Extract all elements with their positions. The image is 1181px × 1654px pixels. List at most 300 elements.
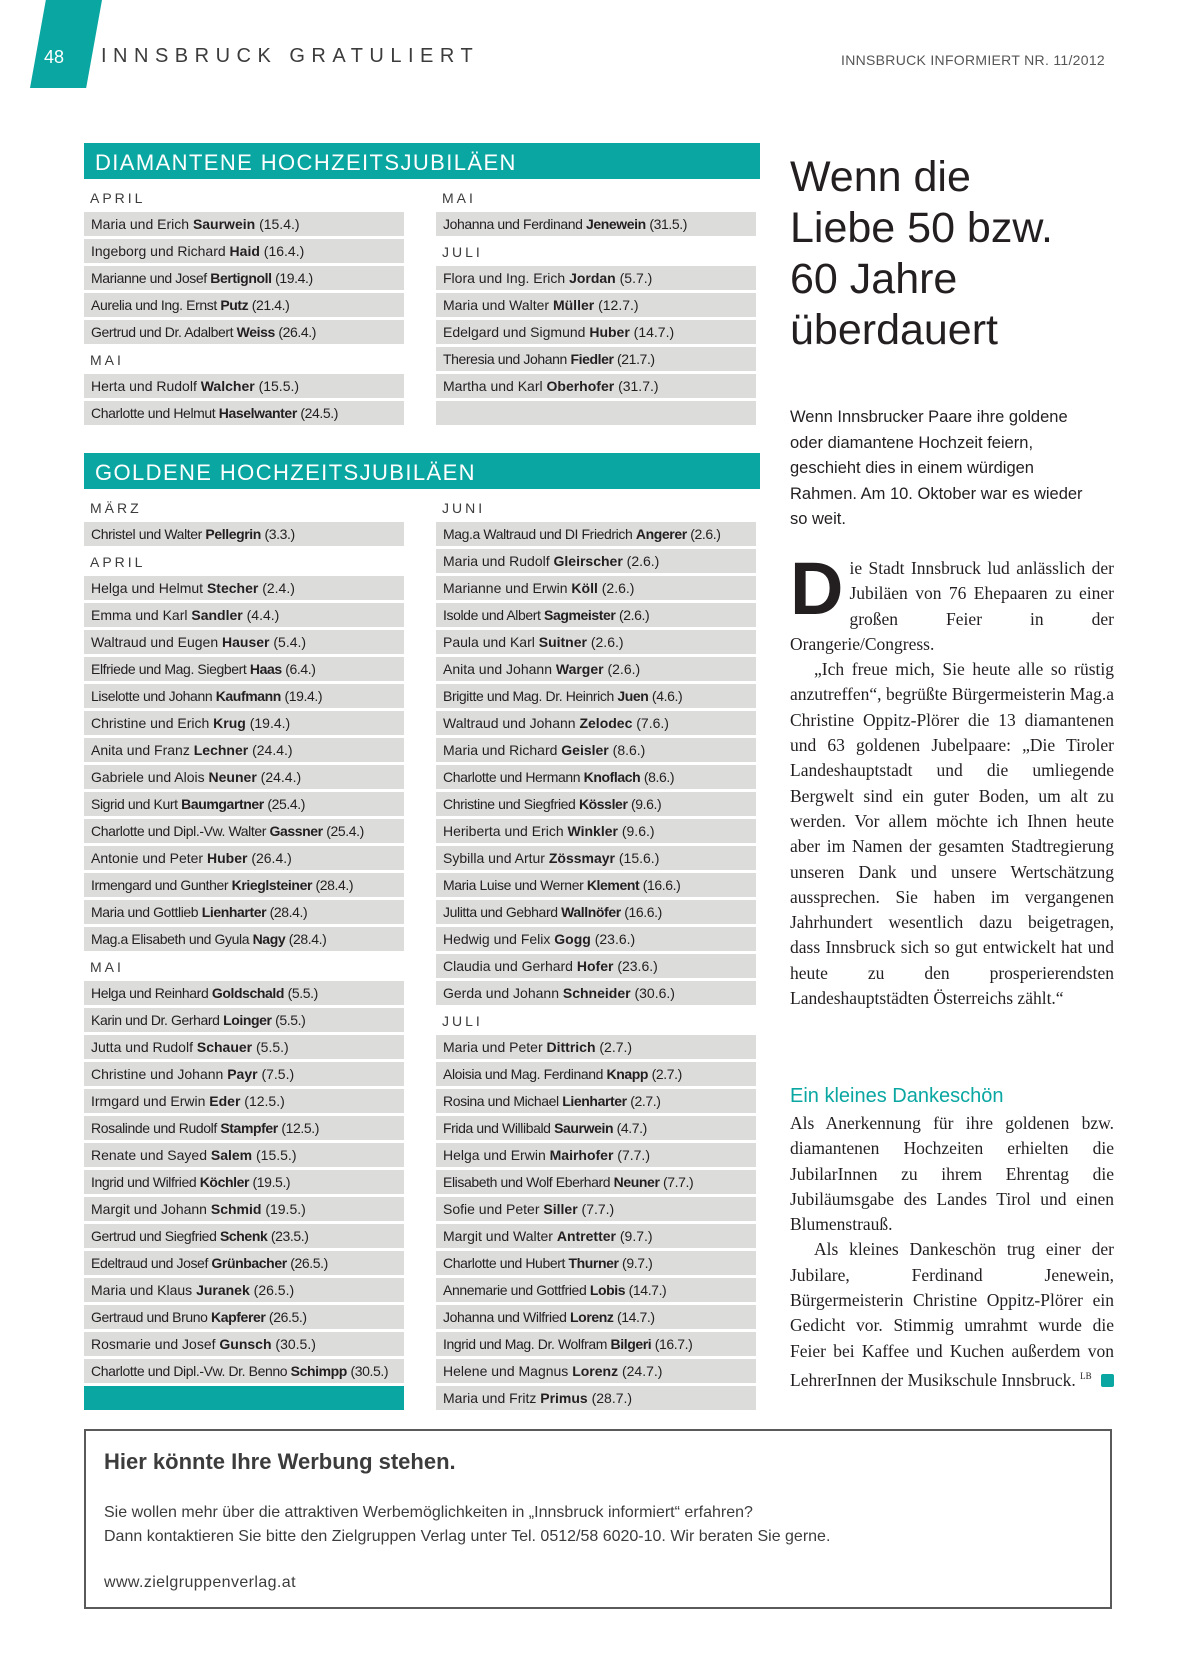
couple-names: Maria und Gottlieb bbox=[91, 904, 202, 920]
anniversary-date: (12.5.) bbox=[277, 1120, 319, 1136]
couple-surname: Kaufmann bbox=[215, 688, 281, 704]
anniversary-date: (6.4.) bbox=[281, 661, 316, 677]
anniversary-date: (26.4.) bbox=[247, 850, 292, 866]
couple-surname: Weiss bbox=[236, 324, 275, 340]
anniversary-date: (26.4.) bbox=[274, 324, 317, 340]
couple-names: Marianne und Josef bbox=[91, 270, 211, 286]
anniversary-date: (24.4.) bbox=[248, 742, 293, 758]
couple-surname: Jenewein bbox=[586, 216, 646, 232]
couple-row bbox=[436, 576, 756, 600]
gold-left-column bbox=[84, 495, 404, 1413]
couple-row bbox=[84, 630, 404, 654]
couple-surname: Müller bbox=[552, 297, 595, 313]
article-subhead: Ein kleines Dankeschön bbox=[790, 1085, 1004, 1107]
anniversary-date: (5.5.) bbox=[271, 1012, 306, 1028]
article-body-1 bbox=[790, 547, 1114, 1011]
couple-names: Waltraud und Johann bbox=[443, 715, 580, 731]
anniversary-date: (8.6.) bbox=[608, 742, 646, 758]
couple-row bbox=[84, 1035, 404, 1059]
anniversary-date: (25.4.) bbox=[263, 796, 305, 812]
couple-row bbox=[84, 1008, 404, 1032]
anniversary-date: (30.5.) bbox=[271, 1336, 316, 1352]
month-heading: MÄRZ bbox=[90, 500, 142, 516]
paragraph-3: Als Anerkennung für ihre goldenen bzw. diamantenen Hochzeiten erhielten die JubilarInnen zu ihrem Ehrentag die Jubiläumsgabe des Landes Tirol und einen Blumenstrauß. bbox=[790, 1113, 1114, 1235]
couple-names: Martha und Karl bbox=[443, 378, 547, 394]
couple-row bbox=[84, 738, 404, 762]
couple-row bbox=[84, 684, 404, 708]
column-end-bar bbox=[84, 1386, 404, 1410]
issue-label: INNSBRUCK INFORMIERT NR. 11/2012 bbox=[841, 52, 1105, 68]
couple-row bbox=[436, 320, 756, 344]
couple-surname: Grünbacher bbox=[211, 1255, 287, 1271]
anniversary-date: (16.6.) bbox=[639, 877, 681, 893]
couple-row bbox=[436, 738, 756, 762]
month-heading: JUNI bbox=[442, 500, 486, 516]
couple-row bbox=[436, 1386, 756, 1410]
couple-surname: Goldschald bbox=[211, 985, 285, 1001]
anniversary-date: (4.6.) bbox=[648, 688, 683, 704]
couple-names: Sybilla und Artur bbox=[443, 850, 549, 866]
couple-names: Ingrid und Mag. Dr. Wolfram bbox=[443, 1336, 611, 1352]
couple-surname: Jordan bbox=[569, 270, 616, 286]
anniversary-date: (2.6.) bbox=[615, 607, 650, 623]
anniversary-date: (2.4.) bbox=[258, 580, 295, 596]
couple-surname: Sagmeister bbox=[544, 607, 616, 623]
couple-surname: Winkler bbox=[567, 823, 618, 839]
paragraph-1: ie Stadt Innsbruck lud anlässlich der Jubiläen von 76 Ehepaaren zu einer großen Feier in der Orangerie/Congress. bbox=[790, 558, 1114, 654]
couple-names: Claudia und Gerhard bbox=[443, 958, 577, 974]
anniversary-date: (23.6.) bbox=[613, 958, 658, 974]
couple-row bbox=[436, 1251, 756, 1275]
couple-row bbox=[436, 765, 756, 789]
couple-row bbox=[84, 1224, 404, 1248]
couple-row bbox=[436, 981, 756, 1005]
month-heading: JULI bbox=[442, 1013, 483, 1029]
couple-row bbox=[436, 374, 756, 398]
couple-surname: Putz bbox=[220, 297, 249, 313]
anniversary-date: (7.7.) bbox=[577, 1201, 615, 1217]
anniversary-date: (24.4.) bbox=[256, 769, 302, 785]
couple-row bbox=[84, 266, 404, 290]
couple-names: Karin und Dr. Gerhard bbox=[91, 1012, 224, 1028]
anniversary-date: (7.6.) bbox=[632, 715, 669, 731]
couple-surname: Lienharter bbox=[562, 1093, 627, 1109]
headline-line-2: Liebe 50 bzw. bbox=[790, 204, 1053, 252]
couple-row bbox=[436, 1143, 756, 1167]
anniversary-date: (4.4.) bbox=[242, 607, 280, 623]
headline-line-4: überdauert bbox=[790, 306, 998, 354]
couple-names: Marianne und Erwin bbox=[443, 580, 572, 596]
couple-row bbox=[84, 873, 404, 897]
paragraph-4: Als kleines Dankeschön trug einer der Jubilare, Ferdinand Jenewein, Bürgermeisterin Christine Oppitz-Plörer ein Gedicht vor. Stimmig umrahmt wurde die Feier bei Kaffee und Kuchen außerdem von LehrerInnen der Musikschule Innsbruck. bbox=[790, 1239, 1114, 1390]
couple-surname: Huber bbox=[589, 324, 630, 340]
couple-row bbox=[84, 1116, 404, 1140]
anniversary-date: (24.5.) bbox=[296, 405, 339, 421]
anniversary-date: (19.4.) bbox=[271, 270, 313, 286]
couple-names: Charlotte und Dipl.-Vw. Dr. Benno bbox=[91, 1363, 291, 1379]
ad-url-link[interactable]: www.zielgruppenverlag.at bbox=[104, 1574, 296, 1591]
couple-surname: Primus bbox=[540, 1390, 588, 1406]
anniversary-date: (9.7.) bbox=[618, 1255, 653, 1271]
couple-surname: Schenk bbox=[219, 1228, 268, 1244]
couple-surname: Kössler bbox=[578, 796, 628, 812]
couple-row bbox=[436, 819, 756, 843]
couple-row bbox=[436, 873, 756, 897]
couple-surname: Antretter bbox=[556, 1228, 616, 1244]
couple-row bbox=[436, 549, 756, 573]
anniversary-date: (2.6.) bbox=[686, 526, 721, 542]
anniversary-date: (31.5.) bbox=[645, 216, 687, 232]
couple-row bbox=[84, 576, 404, 600]
gold-right-column bbox=[436, 495, 756, 1413]
couple-names: Theresia und Johann bbox=[443, 351, 571, 367]
couple-row bbox=[84, 927, 404, 951]
couple-surname: Nagy bbox=[252, 931, 286, 947]
article-end-mark bbox=[1101, 1374, 1114, 1387]
couple-names: Christine und Siegfried bbox=[443, 796, 579, 812]
couple-surname: Hofer bbox=[576, 958, 614, 974]
couple-names: Helene und Magnus bbox=[443, 1363, 573, 1379]
couple-surname: Zössmayr bbox=[548, 850, 615, 866]
couple-row bbox=[436, 603, 756, 627]
couple-names: Anita und Franz bbox=[91, 742, 194, 758]
couple-row bbox=[84, 239, 404, 263]
couple-names: Ingrid und Wilfried bbox=[91, 1174, 200, 1190]
couple-names: Renate und Sayed bbox=[91, 1147, 211, 1163]
section-title: INNSBRUCK GRATULIERT bbox=[101, 45, 480, 67]
anniversary-date: (23.5.) bbox=[267, 1228, 309, 1244]
couple-names: Maria und Richard bbox=[443, 742, 562, 758]
headline-line-3: 60 Jahre bbox=[790, 255, 958, 303]
couple-names: Helga und Helmut bbox=[91, 580, 207, 596]
couple-row bbox=[84, 212, 404, 236]
couple-names: Flora und Ing. Erich bbox=[443, 270, 570, 286]
couple-row bbox=[436, 630, 756, 654]
anniversary-date: (24.7.) bbox=[618, 1363, 663, 1379]
couple-names: Maria und Fritz bbox=[443, 1390, 541, 1406]
anniversary-date: (23.6.) bbox=[590, 931, 636, 947]
couple-surname: Haas bbox=[249, 661, 282, 677]
anniversary-date: (26.5.) bbox=[249, 1282, 295, 1298]
couple-row bbox=[84, 1143, 404, 1167]
anniversary-date: (7.7.) bbox=[659, 1174, 694, 1190]
couple-surname: Mairhofer bbox=[549, 1147, 614, 1163]
couple-names: Gertraud und Bruno bbox=[91, 1309, 212, 1325]
couple-names: Edelgard und Sigmund bbox=[443, 324, 590, 340]
month-heading: APRIL bbox=[90, 190, 146, 206]
couple-names: Charlotte und Hubert bbox=[443, 1255, 569, 1271]
anniversary-date: (15.4.) bbox=[255, 216, 300, 232]
anniversary-date: (12.5.) bbox=[240, 1093, 285, 1109]
couple-row bbox=[436, 1089, 756, 1113]
couple-row bbox=[84, 792, 404, 816]
couple-row bbox=[436, 522, 756, 546]
couple-row bbox=[436, 954, 756, 978]
couple-names: Gerda und Johann bbox=[443, 985, 563, 1001]
couple-surname: Baumgartner bbox=[181, 796, 264, 812]
couple-surname: Gogg bbox=[554, 931, 591, 947]
anniversary-date: (16.7.) bbox=[651, 1336, 693, 1352]
couple-row bbox=[84, 1251, 404, 1275]
couple-names: Heriberta und Erich bbox=[443, 823, 568, 839]
anniversary-date: (16.6.) bbox=[620, 904, 662, 920]
couple-names: Maria Luise und Werner bbox=[443, 877, 587, 893]
couple-names: Elfriede und Mag. Siegbert bbox=[91, 661, 250, 677]
couple-surname: Wallnöfer bbox=[561, 904, 621, 920]
couple-row bbox=[436, 293, 756, 317]
couple-names: Maria und Peter bbox=[443, 1039, 547, 1055]
couple-row bbox=[84, 981, 404, 1005]
couple-row bbox=[84, 657, 404, 681]
couple-row bbox=[84, 1305, 404, 1329]
anniversary-date: (25.4.) bbox=[322, 823, 364, 839]
couple-surname: Lobis bbox=[589, 1282, 626, 1298]
couple-row bbox=[436, 927, 756, 951]
anniversary-date: (15.5.) bbox=[254, 378, 300, 394]
couple-names: Aloisia und Mag. Ferdinand bbox=[443, 1066, 607, 1082]
couple-surname: Haid bbox=[229, 243, 260, 259]
couple-names: Helga und Erwin bbox=[443, 1147, 550, 1163]
couple-names: Charlotte und Helmut bbox=[91, 405, 219, 421]
couple-surname: Neuner bbox=[208, 769, 257, 785]
couple-row bbox=[436, 1197, 756, 1221]
couple-row bbox=[436, 347, 756, 371]
couple-row bbox=[84, 846, 404, 870]
couple-row bbox=[84, 765, 404, 789]
couple-surname: Pellegrin bbox=[205, 526, 261, 542]
anniversary-date: (19.5.) bbox=[261, 1201, 306, 1217]
couple-surname: Bilgeri bbox=[610, 1336, 652, 1352]
couple-row bbox=[436, 657, 756, 681]
couple-surname: Köchler bbox=[199, 1174, 250, 1190]
anniversary-date: (2.7.) bbox=[595, 1039, 633, 1055]
anniversary-date: (2.6.) bbox=[586, 634, 624, 650]
couple-surname: Haselwanter bbox=[218, 405, 297, 421]
anniversary-date: (2.6.) bbox=[603, 661, 641, 677]
month-heading: JULI bbox=[442, 244, 483, 260]
anniversary-date: (2.7.) bbox=[648, 1066, 682, 1082]
anniversary-date: (14.7.) bbox=[629, 324, 675, 340]
couple-names: Charlotte und Hermann bbox=[443, 769, 584, 785]
couple-row bbox=[84, 1089, 404, 1113]
anniversary-date: (28.7.) bbox=[587, 1390, 633, 1406]
page-number: 48 bbox=[44, 47, 65, 67]
couple-row bbox=[436, 846, 756, 870]
couple-names: Charlotte und Dipl.-Vw. Walter bbox=[91, 823, 270, 839]
couple-names: Christine und Erich bbox=[91, 715, 214, 731]
couple-surname: Huber bbox=[206, 850, 248, 866]
section-bar-diamond: DIAMANTENE HOCHZEITSJUBILÄEN bbox=[84, 143, 760, 179]
anniversary-date: (2.6.) bbox=[622, 553, 660, 569]
couple-row bbox=[436, 1305, 756, 1329]
couple-names: Helga und Reinhard bbox=[91, 985, 212, 1001]
anniversary-date: (9.6.) bbox=[627, 796, 662, 812]
couple-row bbox=[84, 1062, 404, 1086]
couple-names: Ingeborg und Richard bbox=[91, 243, 230, 259]
couple-surname: Gunsch bbox=[219, 1336, 272, 1352]
couple-surname: Juen bbox=[617, 688, 649, 704]
couple-names: Anita und Johann bbox=[443, 661, 556, 677]
couple-row bbox=[84, 374, 404, 398]
couple-names: Aurelia und Ing. Ernst bbox=[91, 297, 221, 313]
couple-row bbox=[436, 1116, 756, 1140]
couple-names: Rosmarie und Josef bbox=[91, 1336, 220, 1352]
couple-surname: Köll bbox=[571, 580, 598, 596]
couple-surname: Salem bbox=[210, 1147, 253, 1163]
article-lead: Wenn Innsbrucker Paare ihre goldene oder diamantene Hochzeit feiern, geschieht dies in einem würdigen Rahmen. Am 10. Oktober war es wieder so weit. bbox=[790, 408, 1083, 528]
anniversary-date: (15.5.) bbox=[252, 1147, 297, 1163]
couple-names: Edeltraud und Josef bbox=[91, 1255, 212, 1271]
couple-surname: Loinger bbox=[223, 1012, 272, 1028]
couple-surname: Sandler bbox=[191, 607, 243, 623]
couple-row bbox=[436, 1170, 756, 1194]
anniversary-date: (21.7.) bbox=[613, 351, 655, 367]
anniversary-date: (14.7.) bbox=[625, 1282, 667, 1298]
couple-surname: Schneider bbox=[562, 985, 631, 1001]
couple-names: Johanna und Wilfried bbox=[443, 1309, 571, 1325]
couple-names: Margit und Walter bbox=[443, 1228, 557, 1244]
couple-names: Maria und Klaus bbox=[91, 1282, 197, 1298]
couple-surname: Dittrich bbox=[546, 1039, 596, 1055]
couple-names: Herta und Rudolf bbox=[91, 378, 201, 394]
couple-surname: Oberhofer bbox=[546, 378, 615, 394]
anniversary-date: (26.5.) bbox=[265, 1309, 307, 1325]
couple-names: Rosalinde und Rudolf bbox=[91, 1120, 221, 1136]
couple-row bbox=[84, 819, 404, 843]
couple-names: Frida und Willibald bbox=[443, 1120, 555, 1136]
anniversary-date: (28.4.) bbox=[266, 904, 308, 920]
couple-names: Brigitte und Mag. Dr. Heinrich bbox=[443, 688, 618, 704]
ad-title: Hier könnte Ihre Werbung stehen. bbox=[104, 1449, 456, 1474]
couple-surname: Bertignoll bbox=[210, 270, 272, 286]
couple-row bbox=[436, 266, 756, 290]
couple-row bbox=[84, 900, 404, 924]
couple-surname: Krieglsteiner bbox=[231, 877, 313, 893]
couple-surname: Lienharter bbox=[201, 904, 267, 920]
couple-names: Maria und Erich bbox=[91, 216, 193, 232]
anniversary-date: (26.5.) bbox=[286, 1255, 328, 1271]
anniversary-date: (19.4.) bbox=[245, 715, 291, 731]
empty-row bbox=[436, 401, 756, 425]
couple-names: Elisabeth und Wolf Eberhard bbox=[443, 1174, 614, 1190]
couple-row bbox=[84, 1359, 404, 1383]
couple-names: Rosina und Michael bbox=[443, 1093, 563, 1109]
couple-names: Christel und Walter bbox=[91, 526, 206, 542]
diamond-left-column bbox=[84, 185, 404, 428]
couple-surname: Thurner bbox=[568, 1255, 619, 1271]
couple-names: Julitta und Gebhard bbox=[443, 904, 562, 920]
couple-surname: Gassner bbox=[269, 823, 323, 839]
couple-names: Annemarie und Gottfried bbox=[443, 1282, 590, 1298]
couple-names: Antonie und Peter bbox=[91, 850, 207, 866]
couple-surname: Payr bbox=[227, 1066, 258, 1082]
anniversary-date: (3.3.) bbox=[260, 526, 295, 542]
couple-row bbox=[436, 792, 756, 816]
couple-surname: Neuner bbox=[613, 1174, 660, 1190]
anniversary-date: (28.4.) bbox=[312, 877, 354, 893]
anniversary-date: (5.5.) bbox=[252, 1039, 289, 1055]
ad-text-line-2: Dann kontaktieren Sie bitte den Zielgruppen Verlag unter Tel. 0512/58 6020-10. Wir beraten Sie gerne. bbox=[104, 1528, 831, 1545]
couple-row bbox=[84, 1332, 404, 1356]
couple-surname: Eder bbox=[209, 1093, 241, 1109]
anniversary-date: (4.7.) bbox=[613, 1120, 647, 1136]
couple-names: Margit und Johann bbox=[91, 1201, 211, 1217]
couple-surname: Juranek bbox=[196, 1282, 250, 1298]
paragraph-2: „Ich freue mich, Sie heute alle so rüstig anzutreffen“, begrüßte Bürgermeisterin Mag.a Christine Oppitz-Plörer die 13 diamantenen und 63 goldenen Jubelpaare: „Die Tiroler Landeshauptstadt und die umliegende Bergwelt sind ein guter Boden, um alt zu werden. Vor allem möchte ich Ihnen heute aber im Namen der gesamten Stadtregierung unseren Dank und unsere Wertschätzung aussprechen. Sie haben im vergangenen Jahrhundert wesentlich dazu beigetragen, dass Innsbruck sich so gut entwickelt hat und heute zu den prosperierendsten Landeshauptstädten Österreichs zählt.“ bbox=[790, 659, 1114, 1009]
couple-row bbox=[436, 711, 756, 735]
couple-surname: Stampfer bbox=[220, 1120, 278, 1136]
anniversary-date: (28.4.) bbox=[285, 931, 327, 947]
anniversary-date: (30.5.) bbox=[346, 1363, 389, 1379]
couple-surname: Kapferer bbox=[211, 1309, 266, 1325]
couple-surname: Lorenz bbox=[572, 1363, 619, 1379]
anniversary-date: (7.7.) bbox=[613, 1147, 650, 1163]
couple-row bbox=[84, 1278, 404, 1302]
anniversary-date: (2.6.) bbox=[597, 580, 635, 596]
couple-surname: Saurwein bbox=[554, 1120, 614, 1136]
couple-row bbox=[84, 320, 404, 344]
month-heading: MAI bbox=[90, 959, 124, 975]
anniversary-date: (2.7.) bbox=[626, 1093, 661, 1109]
couple-surname: Gleirscher bbox=[553, 553, 623, 569]
couple-surname: Angerer bbox=[635, 526, 687, 542]
couple-names: Maria und Rudolf bbox=[443, 553, 554, 569]
couple-names: Irmengard und Gunther bbox=[91, 877, 232, 893]
couple-surname: Walcher bbox=[200, 378, 255, 394]
anniversary-date: (16.4.) bbox=[259, 243, 305, 259]
couple-surname: Hauser bbox=[222, 634, 270, 650]
page-number-tab bbox=[30, 0, 102, 88]
couple-surname: Zelodec bbox=[579, 715, 633, 731]
couple-surname: Fiedler bbox=[570, 351, 614, 367]
couple-surname: Saurwein bbox=[192, 216, 256, 232]
month-heading: MAI bbox=[90, 352, 124, 368]
couple-row bbox=[436, 900, 756, 924]
couple-row bbox=[436, 1062, 756, 1086]
couple-row bbox=[84, 603, 404, 627]
couple-surname: Knoflach bbox=[583, 769, 641, 785]
anniversary-date: (19.5.) bbox=[249, 1174, 291, 1190]
anniversary-date: (12.7.) bbox=[594, 297, 639, 313]
advertisement-box bbox=[84, 1429, 1112, 1609]
couple-names: Maria und Walter bbox=[443, 297, 553, 313]
couple-surname: Warger bbox=[555, 661, 604, 677]
couple-row bbox=[436, 1332, 756, 1356]
couple-row bbox=[436, 1035, 756, 1059]
couple-names: Liselotte und Johann bbox=[91, 688, 216, 704]
couple-names: Paula und Karl bbox=[443, 634, 539, 650]
month-heading: APRIL bbox=[90, 554, 146, 570]
couple-row bbox=[436, 1359, 756, 1383]
article-body-2 bbox=[790, 1111, 1114, 1393]
diamond-right-column bbox=[436, 185, 756, 428]
drop-cap: D bbox=[790, 547, 844, 630]
couple-row bbox=[436, 1224, 756, 1248]
anniversary-date: (8.6.) bbox=[640, 769, 675, 785]
couple-surname: Suitner bbox=[538, 634, 587, 650]
couple-row bbox=[436, 1278, 756, 1302]
anniversary-date: (7.5.) bbox=[257, 1066, 295, 1082]
anniversary-date: (30.6.) bbox=[630, 985, 675, 1001]
couple-surname: Siller bbox=[543, 1201, 578, 1217]
couple-names: Isolde und Albert bbox=[443, 607, 544, 623]
couple-names: Gabriele und Alois bbox=[91, 769, 209, 785]
couple-row bbox=[84, 1197, 404, 1221]
anniversary-date: (31.7.) bbox=[614, 378, 659, 394]
ad-text-line-1: Sie wollen mehr über die attraktiven Werbemöglichkeiten in „Innsbruck informiert“ erfahren? bbox=[104, 1504, 753, 1521]
couple-surname: Krug bbox=[213, 715, 246, 731]
couple-names: Mag.a Waltraud und DI Friedrich bbox=[443, 526, 636, 542]
